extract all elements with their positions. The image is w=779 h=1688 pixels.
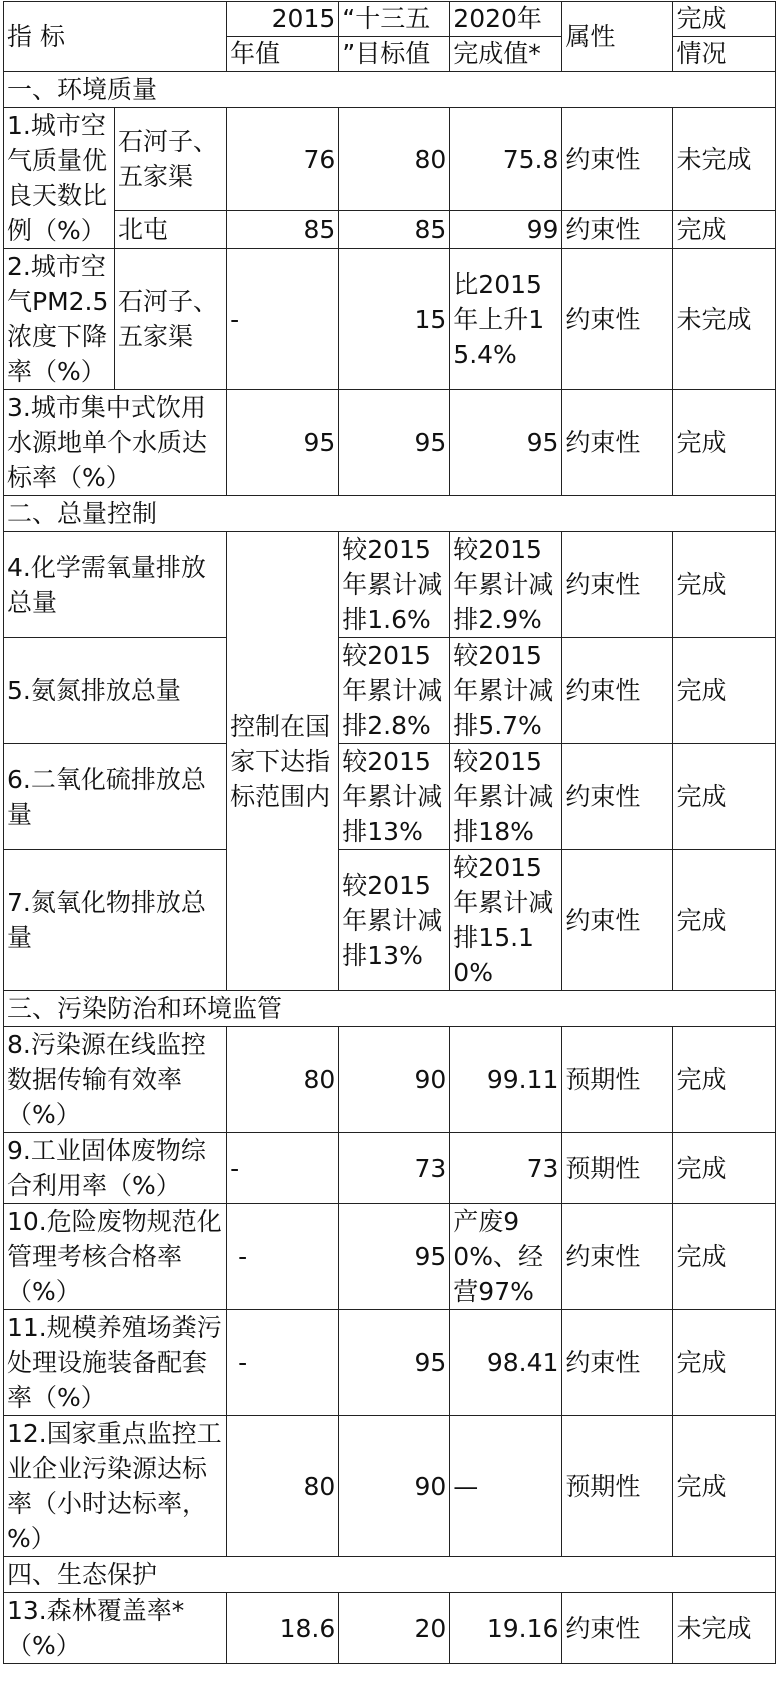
target-value: 15 (339, 249, 450, 390)
area-name: 石河子、五家渠 (115, 108, 227, 211)
indicator-name: 4.化学需氧量排放总量 (4, 532, 227, 638)
indicator-name: 2.城市空气PM2.5浓度下降率（%） (4, 249, 115, 390)
value-2020: 较2015年累计减排18% (450, 744, 562, 850)
value-2020: 较2015年累计减排15.10% (450, 850, 562, 991)
indicator-name: 13.森林覆盖率*（%） (4, 1593, 227, 1664)
status: 完成 (673, 744, 776, 850)
value-2020: 95 (450, 390, 562, 496)
header-status-sub: 情况 (673, 37, 776, 72)
target-value: 90 (339, 1416, 450, 1557)
value-2020: 比2015年上升15.4% (450, 249, 562, 390)
section-title: 三、污染防治和环境监管 (4, 991, 776, 1027)
value-2020: 73 (450, 1133, 562, 1204)
indicator-name: 1.城市空气质量优良天数比例（%） (4, 108, 115, 249)
target-value: 较2015年累计减排2.8% (339, 638, 450, 744)
target-value: 较2015年累计减排13% (339, 744, 450, 850)
status: 未完成 (673, 1593, 776, 1664)
section-title: 二、总量控制 (4, 496, 776, 532)
attribute: 约束性 (562, 1310, 673, 1416)
section-title: 四、生态保护 (4, 1557, 776, 1593)
attribute: 约束性 (562, 108, 673, 211)
attribute: 约束性 (562, 1593, 673, 1664)
status: 完成 (673, 1310, 776, 1416)
target-value: 较2015年累计减排13% (339, 850, 450, 991)
header-indicator: 指 标 (4, 2, 227, 72)
value-2020: 产废90%、经营97% (450, 1204, 562, 1310)
attribute: 预期性 (562, 1416, 673, 1557)
status: 未完成 (673, 249, 776, 390)
attribute: 预期性 (562, 1133, 673, 1204)
target-value: 85 (339, 211, 450, 249)
header-year-2015: 2015 (227, 2, 339, 37)
header-year-2015-sub: 年值 (227, 37, 339, 72)
attribute: 约束性 (562, 638, 673, 744)
target-value: 95 (339, 1204, 450, 1310)
target-value: 90 (339, 1027, 450, 1133)
status: 完成 (673, 850, 776, 991)
indicator-name: 11.规模养殖场粪污处理设施装备配套率（%） (4, 1310, 227, 1416)
value-2015: - (227, 1310, 339, 1416)
header-plan-top: “十三五 (339, 2, 450, 37)
value-2020: 99.11 (450, 1027, 562, 1133)
attribute: 约束性 (562, 1204, 673, 1310)
value-2020: 较2015年累计减排5.7% (450, 638, 562, 744)
value-2015: 80 (227, 1416, 339, 1557)
attribute: 约束性 (562, 211, 673, 249)
indicator-name: 10.危险废物规范化管理考核合格率（%） (4, 1204, 227, 1310)
indicator-name: 9.工业固体废物综合利用率（%） (4, 1133, 227, 1204)
value-2015: - (227, 1204, 339, 1310)
value-2020: 99 (450, 211, 562, 249)
indicator-name: 6.二氧化硫排放总量 (4, 744, 227, 850)
status: 完成 (673, 1027, 776, 1133)
value-2015: 76 (227, 108, 339, 211)
value-2020: 19.16 (450, 1593, 562, 1664)
header-plan-sub: ”目标值 (339, 37, 450, 72)
target-value: 95 (339, 390, 450, 496)
value-2015: 18.6 (227, 1593, 339, 1664)
status: 完成 (673, 1133, 776, 1204)
value-2015: - (227, 1133, 339, 1204)
attribute: 约束性 (562, 390, 673, 496)
merged-2015-value: 控制在国家下达指标范围内 (227, 532, 339, 991)
value-2020: — (450, 1416, 562, 1557)
attribute: 约束性 (562, 744, 673, 850)
target-value: 80 (339, 108, 450, 211)
target-value: 95 (339, 1310, 450, 1416)
attribute: 约束性 (562, 850, 673, 991)
target-value: 20 (339, 1593, 450, 1664)
section-title: 一、环境质量 (4, 72, 776, 108)
indicator-name: 12.国家重点监控工业企业污染源达标率（小时达标率，%） (4, 1416, 227, 1557)
header-attribute: 属性 (562, 2, 673, 72)
indicator-name: 5.氨氮排放总量 (4, 638, 227, 744)
header-year-2020-sub: 完成值* (450, 37, 562, 72)
indicator-name: 8.污染源在线监控数据传输有效率（%） (4, 1027, 227, 1133)
value-2015: 95 (227, 390, 339, 496)
status: 完成 (673, 1204, 776, 1310)
status: 完成 (673, 638, 776, 744)
status: 完成 (673, 211, 776, 249)
area-name: 石河子、五家渠 (115, 249, 227, 390)
value-2020: 75.8 (450, 108, 562, 211)
value-2020: 98.41 (450, 1310, 562, 1416)
indicator-table (3, 1, 776, 1664)
value-2020: 较2015年累计减排2.9% (450, 532, 562, 638)
area-name: 北屯 (115, 211, 227, 249)
status: 完成 (673, 1416, 776, 1557)
target-value: 73 (339, 1133, 450, 1204)
target-value: 较2015年累计减排1.6% (339, 532, 450, 638)
status: 未完成 (673, 108, 776, 211)
attribute: 约束性 (562, 249, 673, 390)
attribute: 约束性 (562, 532, 673, 638)
attribute: 预期性 (562, 1027, 673, 1133)
status: 完成 (673, 390, 776, 496)
header-status-top: 完成 (673, 2, 776, 37)
value-2015: 80 (227, 1027, 339, 1133)
value-2015: 85 (227, 211, 339, 249)
indicator-name: 7.氮氧化物排放总量 (4, 850, 227, 991)
header-year-2020: 2020年 (450, 2, 562, 37)
value-2015: - (227, 249, 339, 390)
status: 完成 (673, 532, 776, 638)
indicator-name: 3.城市集中式饮用水源地单个水质达标率（%） (4, 390, 227, 496)
